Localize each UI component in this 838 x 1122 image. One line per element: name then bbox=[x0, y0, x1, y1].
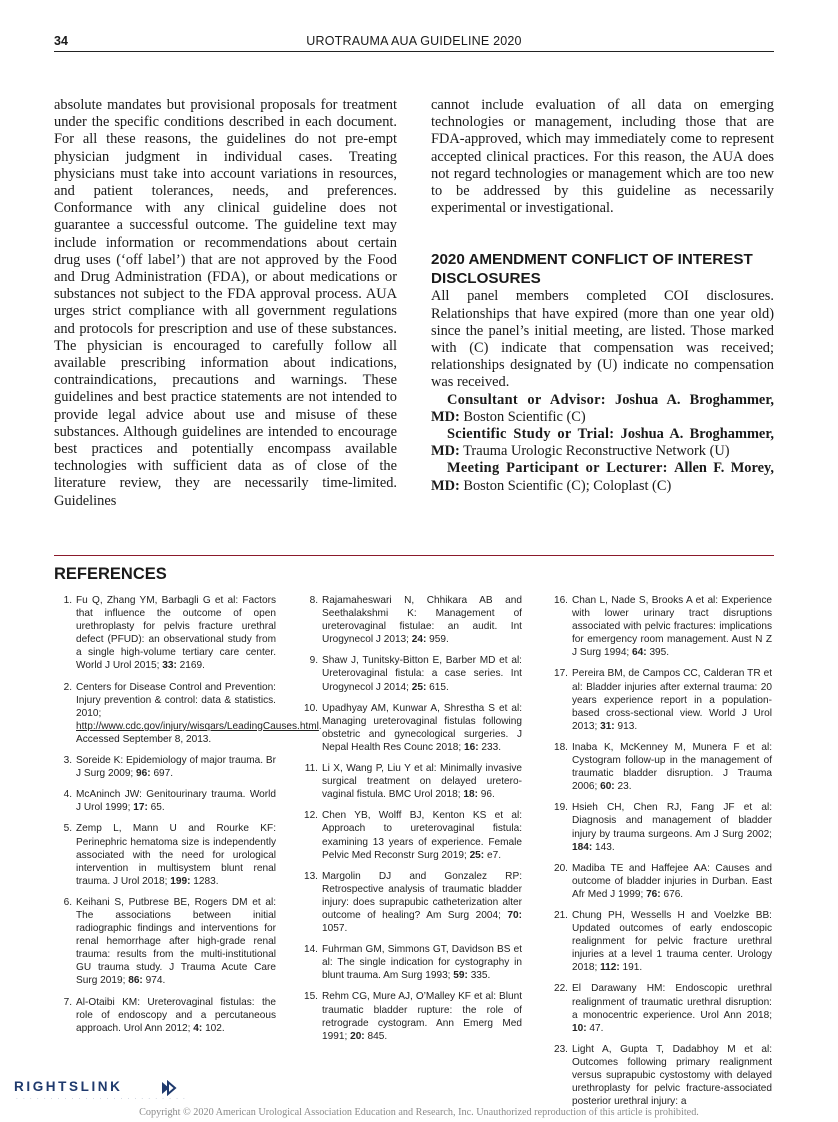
rightslink-arrow-icon bbox=[160, 1080, 180, 1096]
reference-text: Hsieh CH, Chen RJ, Fang JF et al: Diagnosis and management of bladder injury by trauma surgeons. Am J Surg 2002; bbox=[572, 802, 772, 840]
reference-text: Centers for Disease Control and Prevention: Injury prevention & control: data & statistics. 2010; bbox=[76, 681, 276, 719]
reference-entry bbox=[300, 702, 522, 754]
reference-pages: 959. bbox=[426, 634, 449, 646]
disclosure-line bbox=[431, 426, 774, 460]
reference-volume: 184: bbox=[572, 841, 593, 853]
references-column-2 bbox=[300, 594, 522, 1051]
reference-number: 13. bbox=[303, 870, 318, 882]
disclosure-person: Joshua A. Broghammer, MD: bbox=[431, 391, 774, 425]
journal-title: UROTRAUMA AUA GUIDELINE 2020 bbox=[306, 34, 522, 48]
reference-volume: 25: bbox=[469, 849, 485, 861]
reference-pages: 102. bbox=[202, 1022, 225, 1034]
reference-pages: 1283. bbox=[190, 875, 219, 887]
disclosure-person: Joshua A. Broghammer, MD: bbox=[431, 426, 774, 460]
reference-text: Al-Otaibi KM: Ureterovaginal fistulas: the role of endoscopy and a percutaneous approach. Urol Ann 2012; bbox=[76, 996, 276, 1034]
reference-entry bbox=[54, 681, 322, 746]
reference-link[interactable]: http://www.cdc.gov/injury/wisqars/LeadingCauses.html bbox=[76, 720, 319, 732]
reference-text: Chan L, Nade S, Brooks A et al: Experience with lower urinary tract disruptions associated with pelvic fractures: implications for emergency room management. Aust N Z J Surg 1994; bbox=[572, 595, 772, 659]
reference-entry bbox=[550, 982, 772, 1034]
reference-text: Inaba K, McKenney M, Munera F et al: Cystogram follow-up in the management of traumatic bladder disruption. J Trauma 2006; bbox=[572, 741, 772, 793]
reference-volume: 25: bbox=[411, 681, 427, 693]
coi-section-heading: 2020 AMENDMENT CONFLICT OF INTEREST DISCLOSURES bbox=[431, 251, 753, 288]
reference-entry bbox=[550, 667, 772, 732]
reference-number: 8. bbox=[309, 595, 318, 606]
reference-entry bbox=[550, 909, 772, 974]
reference-entry bbox=[54, 788, 276, 814]
reference-text: Rajamaheswari N, Chhikara AB and Seethalakshmi K: Management of ureterovaginal fistulae: an audit. Int Urogynecol J 2013; bbox=[322, 595, 522, 646]
disclosure-line bbox=[431, 460, 774, 494]
reference-text: McAninch JW: Genitourinary trauma. World J Urol 1999; bbox=[76, 789, 276, 814]
reference-number: 17. bbox=[553, 668, 568, 680]
reference-number: 18. bbox=[553, 741, 568, 753]
reference-entry bbox=[300, 809, 522, 861]
reference-pages: 191. bbox=[619, 962, 643, 974]
reference-text: Zemp L, Mann U and Rourke KF: Perinephric hematoma size is independently associated with the need for urological intervention in multisystem blunt renal trauma. J Urol 2018; bbox=[76, 823, 276, 887]
reference-volume: 112: bbox=[600, 962, 620, 974]
reference-pages: 143. bbox=[592, 841, 615, 853]
rightslink-wordmark: RIGHTSLINK bbox=[14, 1079, 123, 1094]
body-column-left bbox=[54, 97, 397, 510]
reference-volume: 70: bbox=[507, 909, 522, 921]
reference-text: Fuhrman GM, Simmons GT, Davidson BS et al: The single indication for cystography in blunt trauma. Am Surg 1993; bbox=[322, 944, 522, 982]
reference-number: 5. bbox=[63, 823, 72, 835]
reference-entry bbox=[300, 762, 522, 801]
reference-pages: e7. bbox=[484, 849, 501, 861]
reference-entry bbox=[550, 741, 772, 793]
disclosure-detail: Boston Scientific (C); Coloplast (C) bbox=[463, 477, 672, 494]
coi-intro-paragraph: All panel members completed COI disclosures. Relationships that have expired (more than one year old) since the panel’s initial meeting, are listed. Those marked with (C) indicate that compensation was received; relationships designated by (U) indicate no compensation was received. bbox=[431, 288, 774, 391]
reference-entry bbox=[300, 990, 522, 1042]
reference-number: 22. bbox=[553, 983, 568, 995]
reference-text: Upadhyay AM, Kunwar A, Shrestha S et al: Managing ureterovaginal fistulas following obstetric and gynecological surgeries. J Nepal Health Res Counc 2018; bbox=[322, 702, 522, 753]
reference-entry bbox=[54, 594, 276, 673]
reference-volume: 18: bbox=[463, 789, 478, 801]
reference-number: 14. bbox=[303, 944, 318, 956]
references-column-3 bbox=[550, 594, 772, 1116]
reference-text: El Darawany HM: Endoscopic urethral realignment of traumatic urethral disruption: a monocentric experience. Urol Ann 2018; bbox=[572, 983, 772, 1021]
reference-number: 10. bbox=[303, 702, 318, 714]
reference-volume: 33: bbox=[162, 660, 177, 672]
reference-entry bbox=[550, 594, 772, 659]
reference-number: 23. bbox=[553, 1043, 568, 1055]
reference-text: Chung PH, Wessells H and Voelzke BB: Updated outcomes of early endoscopic realignment for pelvic fracture urethral injuries at a level 1 trauma center. Urology 2018; bbox=[572, 909, 772, 974]
reference-entry bbox=[550, 801, 772, 853]
disclosure-role: Consultant or Advisor: bbox=[447, 391, 606, 408]
rightslink-tagline-decoration: · · · · · · · · · · · · · · · · · · · · · · · · · bbox=[16, 1096, 187, 1102]
reference-number: 12. bbox=[303, 810, 318, 822]
reference-pages: 1057. bbox=[322, 923, 348, 935]
reference-number: 3. bbox=[63, 755, 72, 767]
reference-entry bbox=[550, 862, 772, 901]
reference-pages: 697. bbox=[150, 768, 174, 780]
reference-volume: 20: bbox=[350, 1030, 365, 1042]
copyright-notice: Copyright © 2020 American Urological Association Education and Research, Inc. Unauthorized reproduction of this article is prohibited. bbox=[139, 1107, 699, 1118]
reference-text: Rehm CG, Mure AJ, O’Malley KF et al: Blunt traumatic bladder rupture: the role of retrograde cystogram. Ann Emerg Med 1991; bbox=[322, 991, 522, 1042]
reference-volume: 24: bbox=[411, 634, 427, 646]
reference-pages: 47. bbox=[586, 1022, 604, 1034]
rightslink-logo[interactable] bbox=[14, 1079, 187, 1105]
reference-text: Chen YB, Wolff BJ, Kenton KS et al: Approach to ureterovaginal fistula: examining 13 years of experience. Female Pelvic Med Reconstr Surg 2019; bbox=[322, 810, 522, 861]
reference-text: Li X, Wang P, Liu Y et al: Minimally invasive surgical treatment on delayed uretero-vaginal fistula. BMC Urol 2018; bbox=[322, 763, 522, 801]
references-heading: REFERENCES bbox=[54, 565, 167, 583]
reference-number: 16. bbox=[553, 595, 568, 606]
reference-pages: 845. bbox=[364, 1030, 388, 1042]
reference-number: 6. bbox=[63, 896, 72, 908]
disclosure-detail: Trauma Urologic Reconstructive Network (U) bbox=[463, 443, 730, 460]
reference-number: 15. bbox=[303, 991, 318, 1003]
reference-pages: 96. bbox=[477, 789, 495, 801]
page-number: 34 bbox=[54, 34, 68, 48]
reference-pages: 65. bbox=[147, 802, 165, 814]
reference-number: 7. bbox=[63, 996, 72, 1008]
reference-entry bbox=[300, 870, 522, 935]
reference-text: Soreide K: Epidemiology of major trauma. Br J Surg 2009; bbox=[76, 755, 276, 780]
reference-volume: 64: bbox=[632, 647, 647, 659]
guideline-paragraph-continued: absolute mandates but provisional proposals for treatment under the specific conditions described in each document. For all these reasons, the guidelines do not pre-empt physician judgment in individual cases. Treating physicians must take into account variations in resources, and patient tolerances, needs, and preferences. Conformance with any clinical guideline does not guarantee a successful outcome. The guideline text may include information or recommendations about certain drug uses (‘off label’) that are not approved by the Food and Drug Administration (FDA), or about medications or substances not subject to the FDA approval process. AUA urges strict compliance with all government regulations and protocols for prescription and use of these substances. The physician is encouraged to carefully follow all available prescribing information about indications, contraindications, precautions and warnings. These guidelines and best practice statements are not intended to provide legal advice about use and misuse of these substances. Although guidelines are intended to encourage best practices and potentially encompass available technologies with sufficient data as of close of the literature review, they are necessarily time-limited. Guidelines bbox=[54, 97, 397, 509]
running-header bbox=[54, 33, 774, 52]
reference-entry bbox=[54, 754, 276, 780]
reference-text: Shaw J, Tunitsky-Bitton E, Barber MD et al: Ureterovaginal fistula: a case series. Int Urogynecol J 2014; bbox=[322, 655, 522, 693]
disclosure-detail: Boston Scientific (C) bbox=[463, 408, 586, 425]
reference-pages: 23. bbox=[614, 781, 632, 793]
reference-entry bbox=[54, 896, 276, 988]
disclosure-line bbox=[431, 392, 774, 426]
reference-volume: 31: bbox=[600, 720, 615, 732]
reference-pages: 395. bbox=[646, 647, 670, 659]
reference-text: Madiba TE and Haffejee AA: Causes and outcome of bladder injuries in Durban. East Afr Med J 1999; bbox=[572, 862, 772, 900]
reference-pages: 676. bbox=[660, 888, 684, 900]
reference-pages: 913. bbox=[614, 720, 638, 732]
reference-volume: 16: bbox=[463, 741, 479, 753]
disclosure-role: Scientific Study or Trial: bbox=[447, 426, 615, 443]
reference-number: 2. bbox=[63, 681, 72, 693]
reference-number: 4. bbox=[63, 789, 72, 801]
reference-entry bbox=[550, 1043, 772, 1108]
reference-number: 11. bbox=[304, 763, 318, 775]
reference-volume: 96: bbox=[136, 768, 151, 780]
reference-number: 9. bbox=[309, 655, 318, 667]
reference-text: Light A, Gupta T, Dadabhoy M et al: Outcomes following primary realignment versus suprapubic cystostomy with delayed urethroplasty for pelvic fracture-associated posterior urethral injury: a bbox=[572, 1043, 772, 1108]
reference-pages: 335. bbox=[467, 970, 491, 982]
reference-number: 20. bbox=[553, 862, 568, 874]
reference-volume: 10: bbox=[572, 1022, 587, 1034]
reference-text: Pereira BM, de Campos CC, Calderan TR et al: Bladder injuries after external trauma: 20 years experience report in a population-based cross-sectional view. World J Urol 2013; bbox=[572, 668, 772, 732]
reference-accessed: . Accessed September 8, 2013. bbox=[76, 720, 322, 745]
reference-volume: 60: bbox=[600, 781, 615, 793]
reference-pages: 233. bbox=[478, 741, 502, 753]
disclosure-role: Meeting Participant or Lecturer: bbox=[447, 460, 668, 477]
reference-volume: 199: bbox=[170, 875, 191, 887]
reference-volume: 17: bbox=[133, 802, 148, 814]
reference-volume: 4: bbox=[193, 1022, 203, 1034]
reference-number: 19. bbox=[553, 802, 568, 814]
reference-text: Margolin DJ and Gonzalez RP: Retrospective analysis of traumatic bladder injury: does suprapubic catheterization alter outcome of healing? Am Surg 2004; bbox=[322, 870, 522, 921]
reference-text: Keihani S, Putbrese BE, Rogers DM et al: The associations between initial radiographic findings and interventions for renal hemorrhage after high-grade renal trauma: results from the multi-institutional GU trauma study. J Trauma Acute Care Surg 2019; bbox=[76, 896, 276, 987]
reference-volume: 86: bbox=[128, 975, 143, 987]
reference-number: 1. bbox=[63, 595, 72, 606]
disclosure-person: Allen F. Morey, MD: bbox=[431, 460, 774, 494]
reference-volume: 59: bbox=[453, 970, 468, 982]
reference-text: Fu Q, Zhang YM, Barbagli G et al: Factors that influence the outcome of open urethroplasty for pelvis fracture urethral defect (PFUD): an observational study from a single high-volume tertiary care center. World J Urol 2015; bbox=[76, 595, 276, 672]
reference-pages: 2169. bbox=[176, 660, 205, 672]
reference-pages: 974. bbox=[142, 975, 166, 987]
reference-number: 21. bbox=[553, 909, 568, 921]
reference-entry bbox=[300, 943, 522, 982]
reference-entry bbox=[300, 594, 522, 646]
reference-entry bbox=[54, 822, 276, 887]
reference-entry bbox=[54, 996, 276, 1035]
section-divider bbox=[54, 555, 774, 556]
reference-entry bbox=[300, 654, 522, 693]
body-column-right bbox=[431, 97, 774, 495]
guideline-paragraph-end: cannot include evaluation of all data on emerging technologies or management, including those that are FDA-approved, which may immediately come to represent accepted clinical practices. For this reason, the AUA does not regard technologies or management which are too new to be addressed by this guideline as necessarily experimental or investigational. bbox=[431, 97, 774, 217]
reference-volume: 76: bbox=[646, 888, 661, 900]
reference-pages: 615. bbox=[426, 681, 449, 693]
